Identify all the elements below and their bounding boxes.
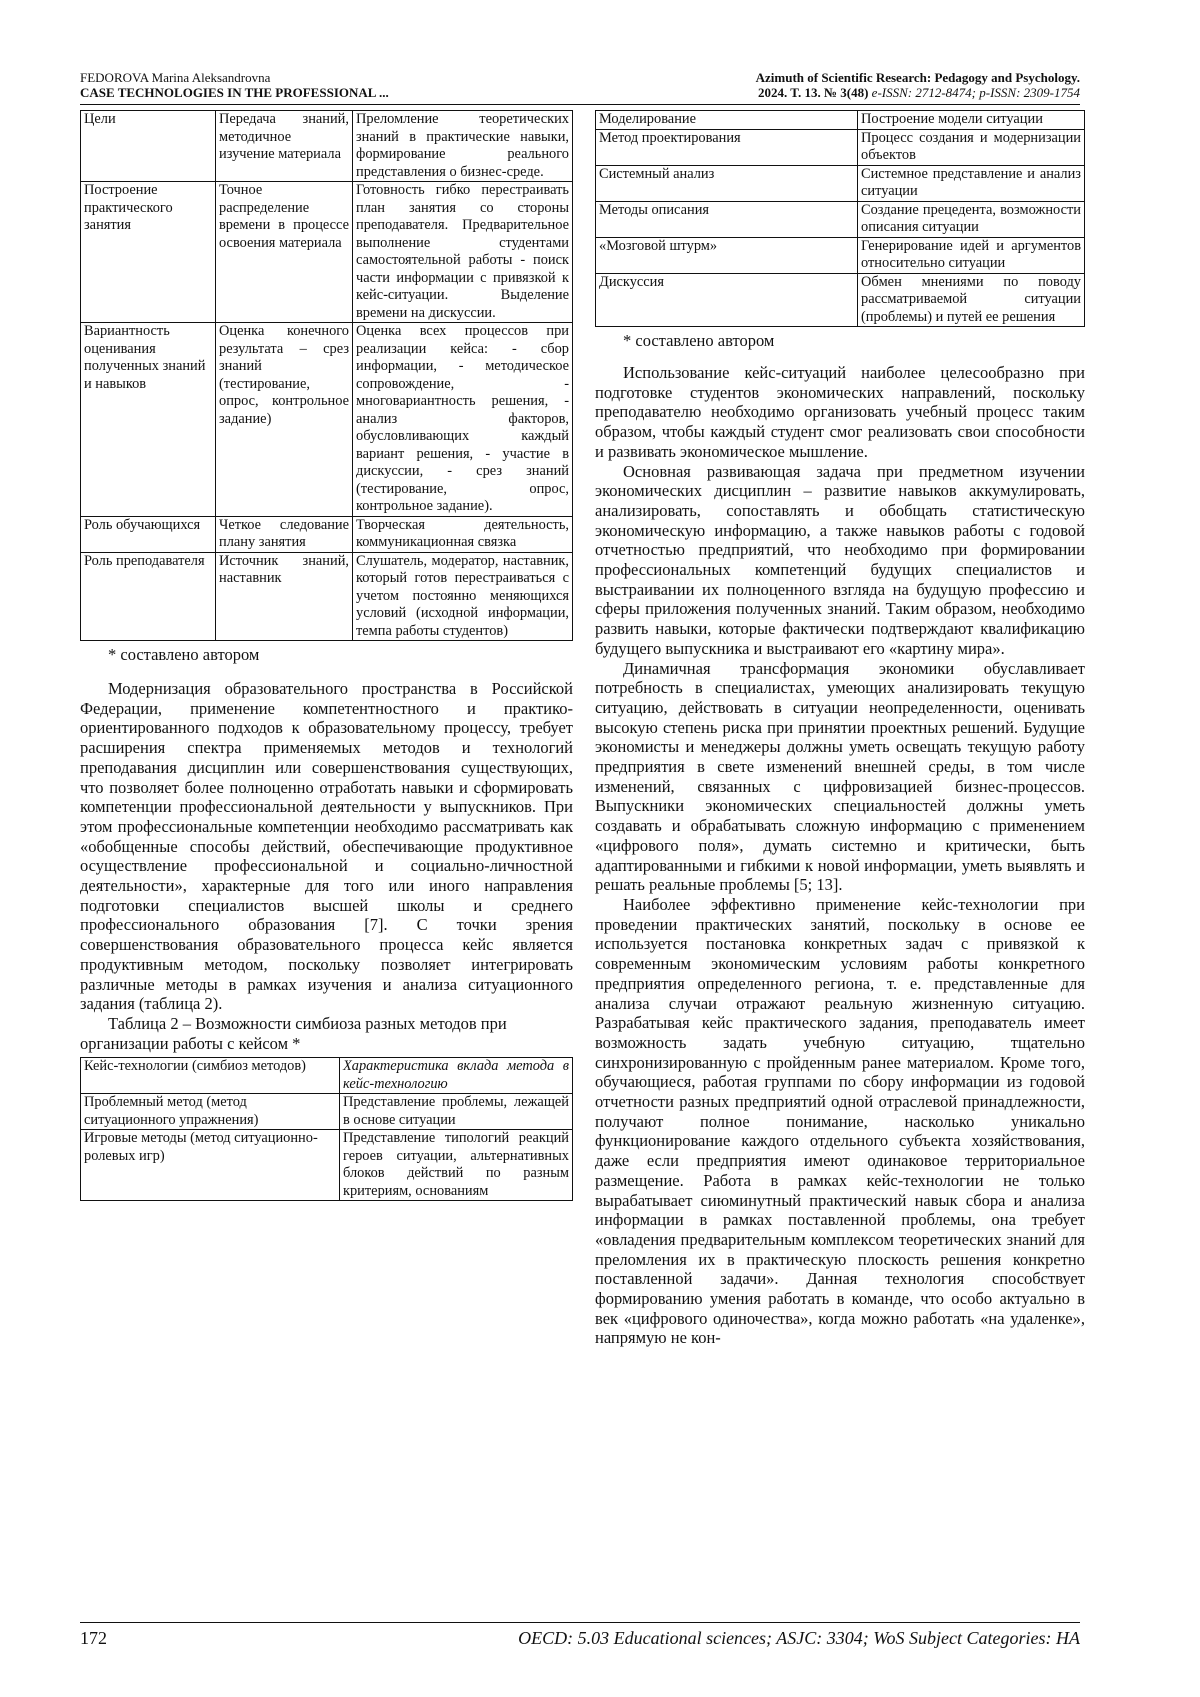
running-header-right: [756, 70, 1080, 100]
table-row: [81, 1130, 573, 1201]
table-row: [596, 201, 1085, 237]
table-cell: Метод проектирования: [596, 129, 858, 165]
table-cell: Представление типологий реакций героев ситуации, альтернативных блоков действий по разным критериям, основаниям: [340, 1130, 573, 1201]
table-row: [596, 273, 1085, 327]
table-row: [81, 323, 573, 517]
table-cell: «Мозговой штурм»: [596, 237, 858, 273]
journal-issn: e-ISSN: 2712-8474; p-ISSN: 2309-1754: [868, 85, 1080, 100]
methods-table-continued: [595, 110, 1085, 327]
left-column: [80, 110, 573, 1201]
table-caption: Таблица 2 – Возможности симбиоза разных методов при организации работы с кейсом *: [80, 1013, 507, 1053]
table-note: * составлено автором: [108, 645, 260, 664]
body-paragraph: Основная развивающая задача при предметном изучении экономических дисциплин – развитие навыков аккумулировать, анализировать, сопоставлять и обобщать статистическую экономическую информацию, а также навыков работы с годовой отчетностью предприятий, что необходимо при формировании профессиональных компетенций будущих специалистов и выстраивании их полноценного взгляда на будущую профессию и сферы приложения полученных знаний. Таким образом, необходимо развить навыки, которые фактически подтверждают квалификацию будущего выпускника и выстраивают его «картину мира».: [595, 461, 1085, 658]
subject-classification: OECD: 5.03 Educational sciences; ASJC: 3304; WoS Subject Categories: HA: [518, 1628, 1080, 1648]
footer-divider: [80, 1622, 1080, 1623]
journal-volume: 2024. T. 13. № 3(48): [757, 85, 869, 100]
table-cell: Творческая деятельность, коммуникационная связка: [353, 516, 573, 552]
table-cell: Построение практического занятия: [81, 182, 216, 323]
body-paragraph: Использование кейс-ситуаций наиболее целесообразно при подготовке студентов экономических направлений, поскольку преподавателю необходимо организовать учебный процесс таким образом, чтобы каждый студент смог реализовать свои способности и развивать экономическое мышление.: [595, 363, 1085, 461]
table-cell: Вариантность оценивания полученных знаний и навыков: [81, 323, 216, 517]
table-cell: Передача знаний, методичное изучение материала: [216, 111, 353, 182]
body-paragraph: Модернизация образовательного пространства в Российской Федерации, применение компетентностного и практико-ориентированного подходов к образовательному процессу, требует расширения спектра применяемых методов и технологий преподавания дисциплин или совершенствования существующих, что позволяет более полноценно отработать навыки и сформировать компетенции профессиональной деятельности у выпускников. При этом профессиональные компетенции необходимо рассматривать как «обобщенные способы действий, обеспечивающие продуктивное осуществление профессиональной и социально-личностной деятельности», характерные для того или иного направления подготовки специалистов высшей школы и среднего профессионального образования [7]. С точки зрения совершенствования образовательного процесса кейс является продуктивным методом, поскольку позволяет интегрировать различные методы в рамках изучения и анализа ситуационного задания (таблица 2).: [80, 679, 573, 1014]
running-header-left: [80, 70, 389, 100]
table-cell: Источник знаний, наставник: [216, 552, 353, 641]
table-cell: Роль преподавателя: [81, 552, 216, 641]
table-cell: Обмен мнениями по поводу рассматриваемой ситуации (проблемы) и путей ее решения: [858, 273, 1085, 327]
table-cell: Процесс создания и модернизации объектов: [858, 129, 1085, 165]
table-row: [596, 165, 1085, 201]
table-cell: Слушатель, модератор, наставник, который готов перестраиваться с учетом постоянно меняющихся условий (исходной информации, темпа работы студентов): [353, 552, 573, 641]
table-note: * составлено автором: [623, 331, 775, 350]
table-row: [596, 129, 1085, 165]
table-row: [596, 237, 1085, 273]
journal-name: Azimuth of Scientific Research: Pedagogy and Psychology.: [755, 70, 1080, 85]
table-row: [81, 552, 573, 641]
table-cell: Готовность гибко перестраивать план занятия со стороны преподавателя. Предварительное выполнение студентами самостоятельной работы - поиск части информации с привязкой к кейс-ситуации. Выделение времени на дискуссии.: [353, 182, 573, 323]
table-cell: Генерирование идей и аргументов относительно ситуации: [858, 237, 1085, 273]
table-row: [81, 111, 573, 182]
body-paragraph: Наиболее эффективно применение кейс-технологии при проведении практических занятий, поскольку в основе ее используется постановка конкретных задач с привязкой к современным экономическим условиям работы конкретного предприятия определенного региона, т. е. представленные для анализа случаи отражают реальную жизненную ситуацию. Разрабатывая кейс практического задания, преподаватель имеет возможность задать учебную ситуацию, тщательно синхронизированную с пройденным ранее материалом. Кроме того, обучающиеся, работая группами по сбору информации из годовой отчетности разных предприятий одной отраслевой принадлежности, получают полное понимание, насколько уникально функционирование каждого отдельного субъекта хозяйствования, даже если предприятия имеют одинаковое территориальное размещение. Работа в рамках кейс-технологии не только вырабатывает сиюминутный практический навык сбора и анализа информации в рамках поставленной проблемы, она требует «овладения предварительным комплексом теоретических знаний для преломления их в практическую плоскость решения конкретно поставленной задачи». Данная технология способствует формированию умения работать в команде, что особо актуально в век «цифрового одиночества», когда можно работать «на удаленке», напрямую не кон-: [595, 894, 1085, 1348]
table-cell: Четкое следование плану занятия: [216, 516, 353, 552]
table-cell: Оценка всех процессов при реализации кейса: - сбор информации, - методическое сопровождение, - многовариантность решения, - анализ факторов, обусловливающих каждый вариант решения, - участие в дискуссии, - срез знаний (тестирование, опрос, контрольное задание).: [353, 323, 573, 517]
right-column: [595, 110, 1085, 1348]
table-cell: Моделирование: [596, 111, 858, 130]
table-cell: Дискуссия: [596, 273, 858, 327]
table-row: [596, 111, 1085, 130]
table-cell: Точное распределение времени в процессе освоения материала: [216, 182, 353, 323]
table-cell: Построение модели ситуации: [858, 111, 1085, 130]
table-row: [81, 182, 573, 323]
author-name: FEDOROVA Marina Aleksandrovna: [80, 70, 271, 85]
page-number: 172: [80, 1628, 107, 1648]
comparison-table: [80, 110, 573, 641]
table-header-row: [81, 1058, 573, 1094]
table-cell: Системный анализ: [596, 165, 858, 201]
table-cell: Системное представление и анализ ситуации: [858, 165, 1085, 201]
methods-table: [80, 1057, 573, 1201]
table-row: [81, 516, 573, 552]
table-cell: Проблемный метод (метод ситуационного упражнения): [81, 1094, 340, 1130]
table-header-cell: Кейс-технологии (симбиоз методов): [81, 1058, 340, 1094]
table-header-cell: Характеристика вклада метода в кейс-технологию: [340, 1058, 573, 1094]
article-short-title: CASE TECHNOLOGIES IN THE PROFESSIONAL ...: [80, 85, 389, 100]
table-cell: Преломление теоретических знаний в практические навыки, формирование реального представления о бизнес-среде.: [353, 111, 573, 182]
header-divider: [80, 104, 1080, 105]
table-cell: Роль обучающихся: [81, 516, 216, 552]
table-cell: Цели: [81, 111, 216, 182]
table-cell: Представление проблемы, лежащей в основе ситуации: [340, 1094, 573, 1130]
table-cell: Оценка конечного результата – срез знаний (тестирование, опрос, контрольное задание): [216, 323, 353, 517]
table-cell: Игровые методы (метод ситуационно-ролевых игр): [81, 1130, 340, 1201]
body-paragraph: Динамичная трансформация экономики обуславливает потребность в специалистах, умеющих анализировать текущую ситуацию, действовать в ситуации неопределенности, оценивать высокую степень риска при принятии проектных решений. Будущие экономисты и менеджеры должны уметь освещать текущую работу предприятия в свете изменений внешней среды, в том числе изменений, связанных с цифровизацией бизнес-процессов. Выпускники экономических специальностей должны уметь создавать и обрабатывать сложную информацию с применением «цифрового поля», думать системно и критически, быть адаптированными и гибкими к новой информации, уметь выявлять и решать реальные проблемы [5; 13].: [595, 658, 1085, 895]
table-cell: Создание прецедента, возможности описания ситуации: [858, 201, 1085, 237]
table-cell: Методы описания: [596, 201, 858, 237]
table-row: [81, 1094, 573, 1130]
